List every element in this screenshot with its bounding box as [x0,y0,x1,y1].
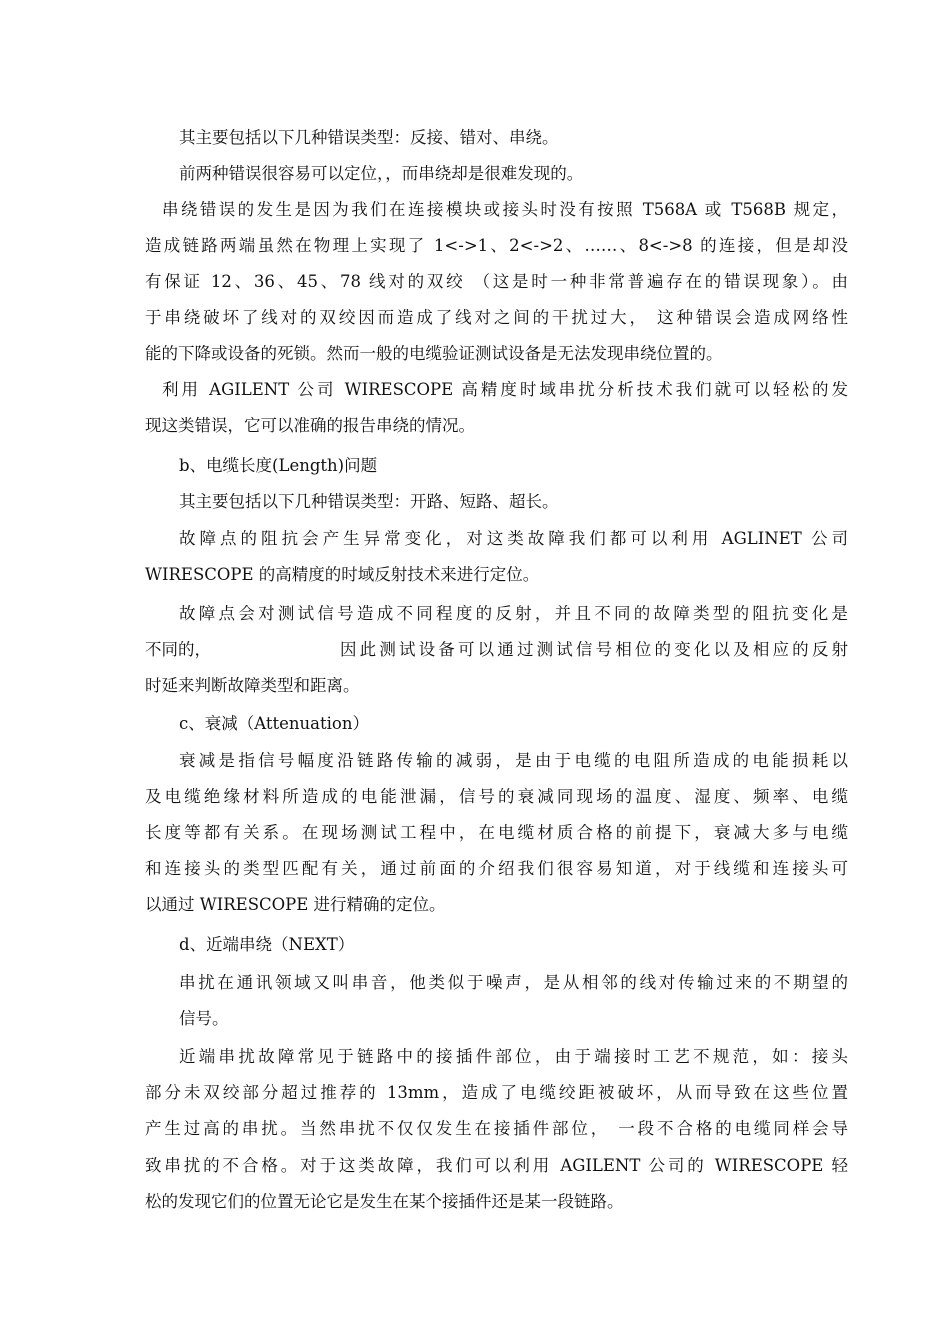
paragraph-line: 串扰在通讯领域又叫串音，他类似于噪声，是从相邻的线对传输过来的不期望的 [179,973,848,992]
paragraph-line: 能的下降或设备的死锁。然而一般的电缆验证测试设备是无法发现串绕位置的。 [145,344,723,363]
paragraph-line: 前两种错误很容易可以定位，，而串绕却是很难发现的。 [179,164,584,183]
section-heading: c、衰减（Attenuation） [179,714,369,733]
paragraph-line: 产生过高的串扰。当然串扰不仅仅发生在接插件部位， 一段不合格的电缆同样会导 [145,1119,848,1138]
paragraph-line: 现这类错误，它可以准确的报告串绕的情况。 [145,416,475,435]
paragraph-line: 时延来判断故障类型和距离。 [145,676,360,695]
paragraph-line: 以通过 WIRESCOPE 进行精确的定位。 [145,895,446,914]
paragraph-line: 和连接头的类型匹配有关，通过前面的介绍我们很容易知道，对于线缆和连接头可 [145,859,848,878]
paragraph-line: 及电缆绝缘材料所造成的电能泄漏，信号的衰减同现场的温度、湿度、频率、电缆 [145,787,848,806]
paragraph-line: 故障点的阻抗会产生异常变化，对这类故障我们都可以利用 AGLINET 公司 [179,529,848,548]
paragraph-line: 松的发现它们的位置无论它是发生在某个接插件还是某一段链路。 [145,1192,624,1211]
paragraph-line: WIRESCOPE 的高精度的时域反射技术来进行定位。 [145,565,540,584]
paragraph-line: 不同的， [145,640,211,659]
paragraph-line: 衰减是指信号幅度沿链路传输的减弱，是由于电缆的电阻所造成的电能损耗以 [179,751,848,770]
paragraph-line: 故障点会对测试信号造成不同程度的反射，并且不同的故障类型的阻抗变化是 [179,604,848,623]
paragraph-line: 其主要包括以下几种错误类型：反接、错对、串绕。 [179,128,559,147]
paragraph-line: 因此测试设备可以通过测试信号相位的变化以及相应的反射 [340,640,848,659]
section-heading: b、电缆长度(Length)问题 [179,456,378,475]
paragraph-line: 于串绕破坏了线对的双绞因而造成了线对之间的干扰过大， 这种错误会造成网络性 [145,308,848,327]
paragraph-line: 信号。 [179,1009,229,1028]
paragraph-line: 有保证 12、36、45、78 线对的双绞 （这是时一种非常普遍存在的错误现象）。由 [145,272,848,291]
paragraph-line: 致串扰的不合格。对于这类故障，我们可以利用 AGILENT 公司的 WIRESCOPE 轻 [145,1156,848,1175]
paragraph-line: 长度等都有关系。在现场测试工程中，在电缆材质合格的前提下，衰减大多与电缆 [145,823,848,842]
paragraph-line: 部分未双绞部分超过推荐的 13mm，造成了电缆绞距被破坏，从而导致在这些位置 [145,1083,848,1102]
section-heading: d、近端串绕（NEXT） [179,935,355,954]
paragraph-line: 串绕错误的发生是因为我们在连接模块或接头时没有按照 T568A 或 T568B 规定， [162,200,848,219]
paragraph-line: 造成链路两端虽然在物理上实现了 1<->1、2<->2、……、8<->8 的连接，但是却没 [145,236,848,255]
paragraph-line: 其主要包括以下几种错误类型：开路、短路、超长。 [179,492,559,511]
paragraph-line: 近端串扰故障常见于链路中的接插件部位，由于端接时工艺不规范，如：接头 [179,1047,848,1066]
paragraph-line: 利用 AGILENT 公司 WIRESCOPE 高精度时域串扰分析技术我们就可以轻松的发 [162,380,848,399]
